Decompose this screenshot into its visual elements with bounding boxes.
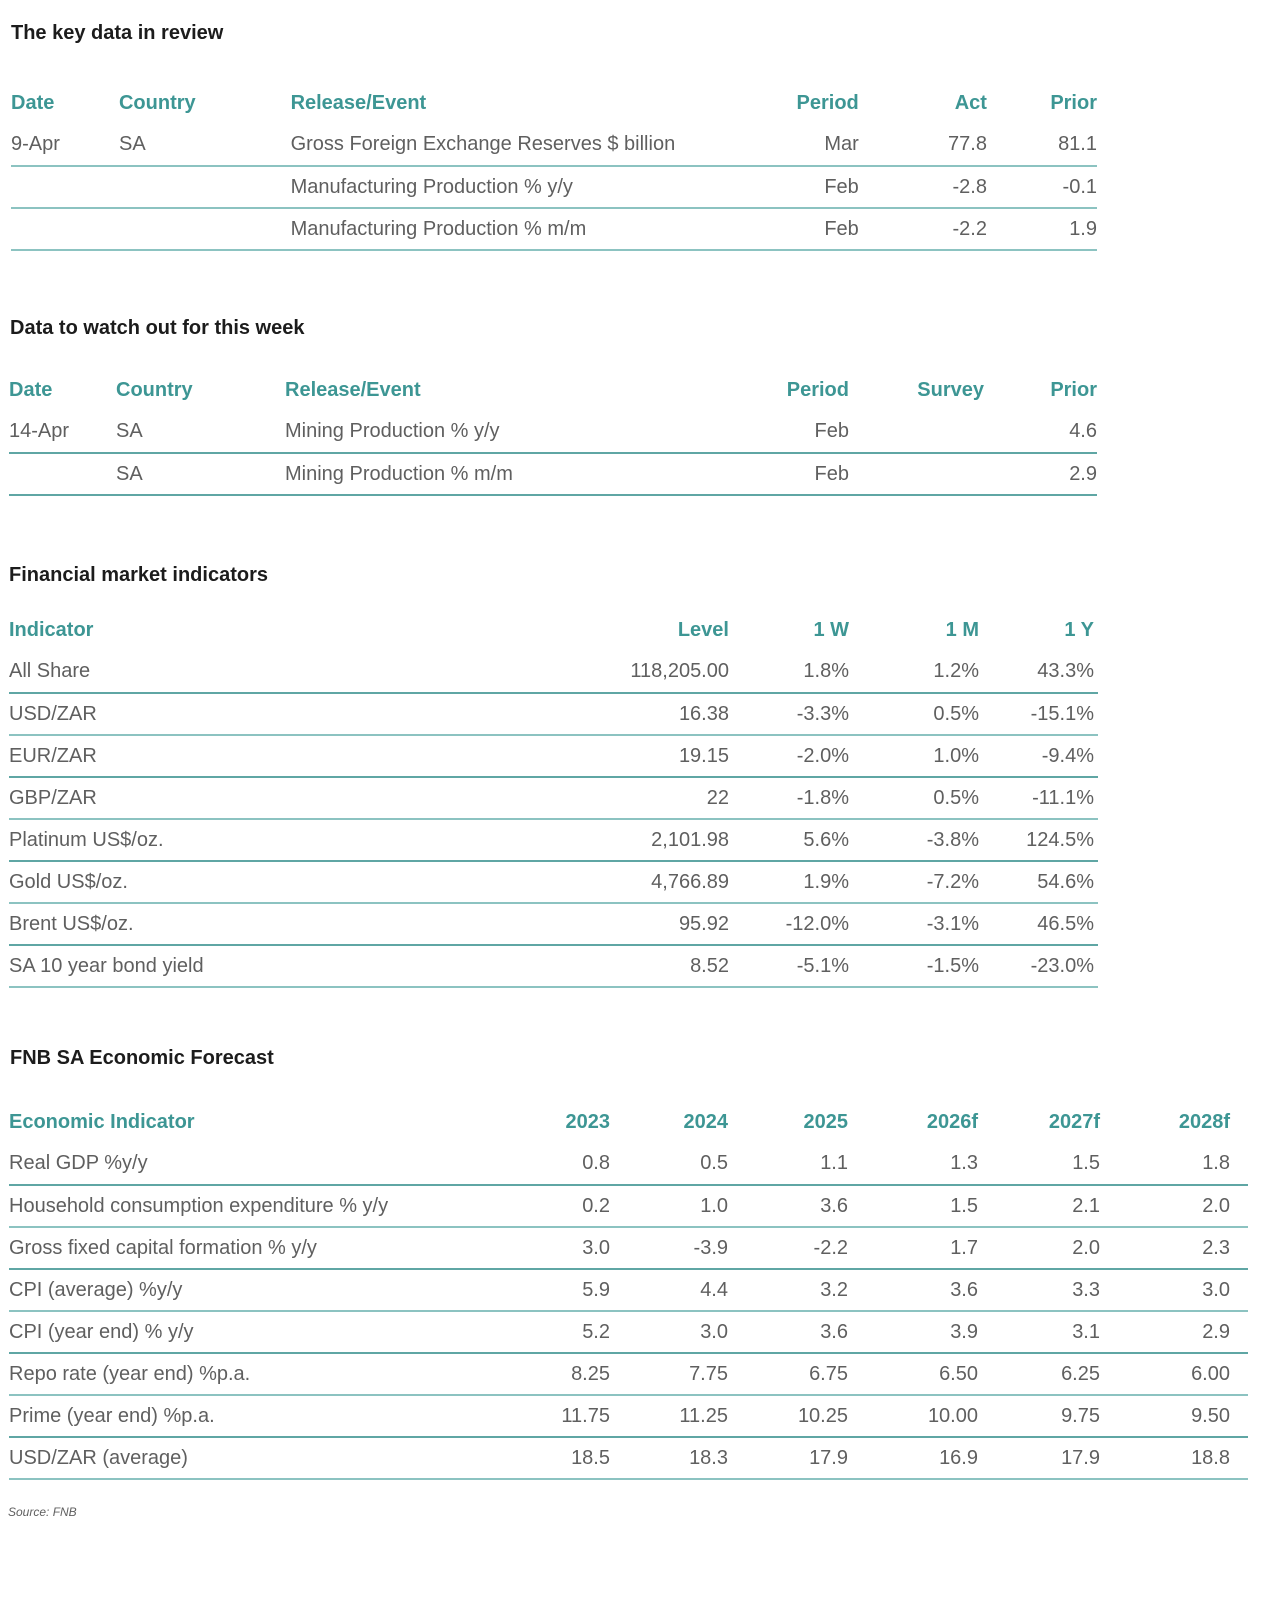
col-header-period: Period bbox=[786, 378, 849, 401]
cell-1m: -7.2% bbox=[849, 861, 979, 903]
col-header-country: Country bbox=[116, 378, 193, 401]
cell-2024: -3.9 bbox=[610, 1227, 728, 1269]
col-header-prior: Prior bbox=[1050, 378, 1097, 401]
cell-2028f: 2.3 bbox=[1100, 1227, 1248, 1269]
table-row bbox=[9, 651, 1098, 693]
cell-2023: 5.2 bbox=[489, 1311, 610, 1353]
cell-2026f: 16.9 bbox=[848, 1437, 978, 1479]
cell-1y: -15.1% bbox=[979, 693, 1098, 735]
cell-act: 77.8 bbox=[859, 124, 987, 166]
cell-release-event: Mining Production % m/m bbox=[285, 453, 725, 495]
cell-level: 16.38 bbox=[489, 693, 729, 735]
cell-economic-indicator: CPI (average) %y/y bbox=[9, 1269, 489, 1311]
cell-prior: -0.1 bbox=[987, 166, 1097, 208]
cell-level: 2,101.98 bbox=[489, 819, 729, 861]
cell-1y: 54.6% bbox=[979, 861, 1098, 903]
table-row bbox=[9, 411, 1097, 453]
cell-country: SA bbox=[116, 411, 285, 453]
cell-2024: 11.25 bbox=[610, 1395, 728, 1437]
cell-2024: 0.5 bbox=[610, 1143, 728, 1185]
cell-2028f: 6.00 bbox=[1100, 1353, 1248, 1395]
cell-1m: -3.1% bbox=[849, 903, 979, 945]
key-data-review-title: The key data in review bbox=[11, 22, 224, 44]
cell-indicator: Platinum US$/oz. bbox=[9, 819, 489, 861]
col-header-prior: Prior bbox=[1050, 91, 1097, 114]
cell-1w: -2.0% bbox=[729, 735, 849, 777]
cell-1w: 1.8% bbox=[729, 651, 849, 693]
cell-1w: -12.0% bbox=[729, 903, 849, 945]
cell-2026f: 1.3 bbox=[848, 1143, 978, 1185]
cell-2025: 3.6 bbox=[728, 1185, 848, 1227]
economic-forecast-table bbox=[9, 1101, 1248, 1480]
cell-period: Feb bbox=[725, 453, 849, 495]
cell-2025: 3.2 bbox=[728, 1269, 848, 1311]
col-header-date: Date bbox=[9, 378, 53, 401]
cell-level: 19.15 bbox=[489, 735, 729, 777]
cell-release-event: Manufacturing Production % y/y bbox=[291, 166, 735, 208]
col-header-2027f: 2027f bbox=[1048, 1110, 1100, 1133]
col-header-2023: 2023 bbox=[565, 1110, 610, 1133]
cell-survey bbox=[849, 453, 984, 495]
cell-prior: 81.1 bbox=[987, 124, 1097, 166]
cell-2026f: 3.6 bbox=[848, 1269, 978, 1311]
col-header-2024: 2024 bbox=[683, 1110, 728, 1133]
cell-1m: -3.8% bbox=[849, 819, 979, 861]
cell-2028f: 3.0 bbox=[1100, 1269, 1248, 1311]
col-header-1w: 1 W bbox=[813, 618, 849, 641]
cell-1m: 1.0% bbox=[849, 735, 979, 777]
table-row bbox=[9, 1311, 1248, 1353]
cell-1y: -9.4% bbox=[979, 735, 1098, 777]
col-header-indicator: Indicator bbox=[9, 618, 94, 641]
cell-act: -2.8 bbox=[859, 166, 987, 208]
cell-2027f: 2.0 bbox=[978, 1227, 1100, 1269]
economic-forecast-title: FNB SA Economic Forecast bbox=[10, 1047, 274, 1069]
cell-2026f: 6.50 bbox=[848, 1353, 978, 1395]
cell-2023: 18.5 bbox=[489, 1437, 610, 1479]
cell-indicator: GBP/ZAR bbox=[9, 777, 489, 819]
cell-1y: 43.3% bbox=[979, 651, 1098, 693]
cell-2027f: 6.25 bbox=[978, 1353, 1100, 1395]
cell-survey bbox=[849, 411, 984, 453]
table-row bbox=[9, 861, 1098, 903]
cell-prior: 1.9 bbox=[987, 208, 1097, 250]
cell-1m: 1.2% bbox=[849, 651, 979, 693]
col-header-release-event: Release/Event bbox=[290, 91, 427, 114]
table-row bbox=[9, 1353, 1248, 1395]
cell-2026f: 1.7 bbox=[848, 1227, 978, 1269]
cell-1y: -23.0% bbox=[979, 945, 1098, 987]
col-header-economic-indicator: Economic Indicator bbox=[9, 1110, 195, 1133]
cell-2024: 3.0 bbox=[610, 1311, 728, 1353]
cell-2027f: 17.9 bbox=[978, 1437, 1100, 1479]
cell-2026f: 10.00 bbox=[848, 1395, 978, 1437]
table-row bbox=[9, 777, 1098, 819]
cell-2023: 11.75 bbox=[489, 1395, 610, 1437]
cell-2025: 1.1 bbox=[728, 1143, 848, 1185]
col-header-release-event: Release/Event bbox=[285, 378, 421, 401]
cell-indicator: All Share bbox=[9, 651, 489, 693]
cell-country bbox=[119, 166, 291, 208]
cell-1w: 1.9% bbox=[729, 861, 849, 903]
cell-country: SA bbox=[119, 124, 291, 166]
cell-economic-indicator: Household consumption expenditure % y/y bbox=[9, 1185, 489, 1227]
cell-2024: 4.4 bbox=[610, 1269, 728, 1311]
table-row bbox=[9, 735, 1098, 777]
cell-indicator: EUR/ZAR bbox=[9, 735, 489, 777]
table-header-row bbox=[9, 369, 1097, 411]
col-header-country: Country bbox=[118, 91, 196, 114]
cell-2023: 5.9 bbox=[489, 1269, 610, 1311]
cell-date bbox=[11, 208, 119, 250]
cell-level: 4,766.89 bbox=[489, 861, 729, 903]
col-header-1m: 1 M bbox=[945, 618, 979, 641]
cell-2024: 1.0 bbox=[610, 1185, 728, 1227]
cell-1w: -5.1% bbox=[729, 945, 849, 987]
cell-2027f: 2.1 bbox=[978, 1185, 1100, 1227]
cell-country: SA bbox=[116, 453, 285, 495]
table-row bbox=[9, 1269, 1248, 1311]
cell-economic-indicator: USD/ZAR (average) bbox=[9, 1437, 489, 1479]
col-header-date: Date bbox=[11, 91, 55, 114]
table-row bbox=[11, 208, 1097, 250]
table-row bbox=[9, 819, 1098, 861]
cell-prior: 2.9 bbox=[984, 453, 1097, 495]
financial-market-indicators-title: Financial market indicators bbox=[9, 564, 268, 586]
cell-2027f: 1.5 bbox=[978, 1143, 1100, 1185]
financial-market-indicators-table bbox=[9, 609, 1098, 988]
cell-2028f: 1.8 bbox=[1100, 1143, 1248, 1185]
cell-2023: 0.8 bbox=[489, 1143, 610, 1185]
cell-2023: 3.0 bbox=[489, 1227, 610, 1269]
cell-release-event: Mining Production % y/y bbox=[285, 411, 725, 453]
cell-period: Feb bbox=[725, 411, 849, 453]
cell-1w: 5.6% bbox=[729, 819, 849, 861]
col-header-survey: Survey bbox=[917, 378, 984, 401]
cell-2028f: 2.9 bbox=[1100, 1311, 1248, 1353]
data-to-watch-title: Data to watch out for this week bbox=[10, 317, 305, 339]
cell-2027f: 9.75 bbox=[978, 1395, 1100, 1437]
cell-economic-indicator: Repo rate (year end) %p.a. bbox=[9, 1353, 489, 1395]
cell-2028f: 9.50 bbox=[1100, 1395, 1248, 1437]
cell-2028f: 18.8 bbox=[1100, 1437, 1248, 1479]
table-row bbox=[11, 166, 1097, 208]
cell-indicator: USD/ZAR bbox=[9, 693, 489, 735]
cell-date bbox=[11, 166, 119, 208]
cell-2025: 6.75 bbox=[728, 1353, 848, 1395]
cell-2023: 8.25 bbox=[489, 1353, 610, 1395]
col-header-period: Period bbox=[796, 91, 859, 114]
cell-period: Mar bbox=[735, 124, 859, 166]
cell-2027f: 3.3 bbox=[978, 1269, 1100, 1311]
cell-2026f: 1.5 bbox=[848, 1185, 978, 1227]
col-header-level: Level bbox=[677, 618, 729, 641]
cell-date: 9-Apr bbox=[11, 124, 119, 166]
table-row bbox=[9, 1437, 1248, 1479]
cell-1m: -1.5% bbox=[849, 945, 979, 987]
table-header-row bbox=[9, 1101, 1248, 1143]
cell-period: Feb bbox=[735, 166, 859, 208]
table-row bbox=[9, 945, 1098, 987]
cell-2025: 10.25 bbox=[728, 1395, 848, 1437]
cell-economic-indicator: CPI (year end) % y/y bbox=[9, 1311, 489, 1353]
col-header-1y: 1 Y bbox=[1064, 618, 1094, 641]
cell-2025: -2.2 bbox=[728, 1227, 848, 1269]
table-row bbox=[11, 124, 1097, 166]
cell-economic-indicator: Gross fixed capital formation % y/y bbox=[9, 1227, 489, 1269]
cell-release-event: Gross Foreign Exchange Reserves $ billion bbox=[291, 124, 735, 166]
table-row bbox=[9, 903, 1098, 945]
table-header-row bbox=[9, 609, 1098, 651]
cell-date bbox=[9, 453, 116, 495]
table-row bbox=[9, 693, 1098, 735]
cell-2025: 3.6 bbox=[728, 1311, 848, 1353]
cell-2025: 17.9 bbox=[728, 1437, 848, 1479]
cell-1y: -11.1% bbox=[979, 777, 1098, 819]
cell-2023: 0.2 bbox=[489, 1185, 610, 1227]
source-note: Source: FNB bbox=[8, 1505, 77, 1519]
cell-2028f: 2.0 bbox=[1100, 1185, 1248, 1227]
cell-indicator: Gold US$/oz. bbox=[9, 861, 489, 903]
table-row bbox=[9, 1395, 1248, 1437]
cell-1y: 46.5% bbox=[979, 903, 1098, 945]
cell-2026f: 3.9 bbox=[848, 1311, 978, 1353]
col-header-2026f: 2026f bbox=[926, 1110, 978, 1133]
cell-date: 14-Apr bbox=[9, 411, 116, 453]
cell-1y: 124.5% bbox=[979, 819, 1098, 861]
table-row bbox=[9, 1185, 1248, 1227]
table-row bbox=[9, 453, 1097, 495]
table-row bbox=[9, 1227, 1248, 1269]
cell-1w: -3.3% bbox=[729, 693, 849, 735]
cell-level: 118,205.00 bbox=[489, 651, 729, 693]
cell-2024: 18.3 bbox=[610, 1437, 728, 1479]
col-header-act: Act bbox=[954, 91, 987, 114]
cell-indicator: SA 10 year bond yield bbox=[9, 945, 489, 987]
cell-country bbox=[119, 208, 291, 250]
cell-economic-indicator: Prime (year end) %p.a. bbox=[9, 1395, 489, 1437]
cell-act: -2.2 bbox=[859, 208, 987, 250]
table-row bbox=[9, 1143, 1248, 1185]
cell-release-event: Manufacturing Production % m/m bbox=[291, 208, 735, 250]
col-header-2025: 2025 bbox=[803, 1110, 848, 1133]
cell-2024: 7.75 bbox=[610, 1353, 728, 1395]
table-header-row bbox=[11, 82, 1097, 124]
data-to-watch-table bbox=[9, 369, 1097, 496]
cell-2027f: 3.1 bbox=[978, 1311, 1100, 1353]
cell-prior: 4.6 bbox=[984, 411, 1097, 453]
col-header-2028f: 2028f bbox=[1178, 1110, 1230, 1133]
cell-indicator: Brent US$/oz. bbox=[9, 903, 489, 945]
cell-level: 22 bbox=[489, 777, 729, 819]
cell-1m: 0.5% bbox=[849, 777, 979, 819]
cell-1w: -1.8% bbox=[729, 777, 849, 819]
cell-period: Feb bbox=[735, 208, 859, 250]
cell-economic-indicator: Real GDP %y/y bbox=[9, 1143, 489, 1185]
cell-level: 8.52 bbox=[489, 945, 729, 987]
key-data-review-table bbox=[11, 82, 1097, 251]
cell-level: 95.92 bbox=[489, 903, 729, 945]
cell-1m: 0.5% bbox=[849, 693, 979, 735]
